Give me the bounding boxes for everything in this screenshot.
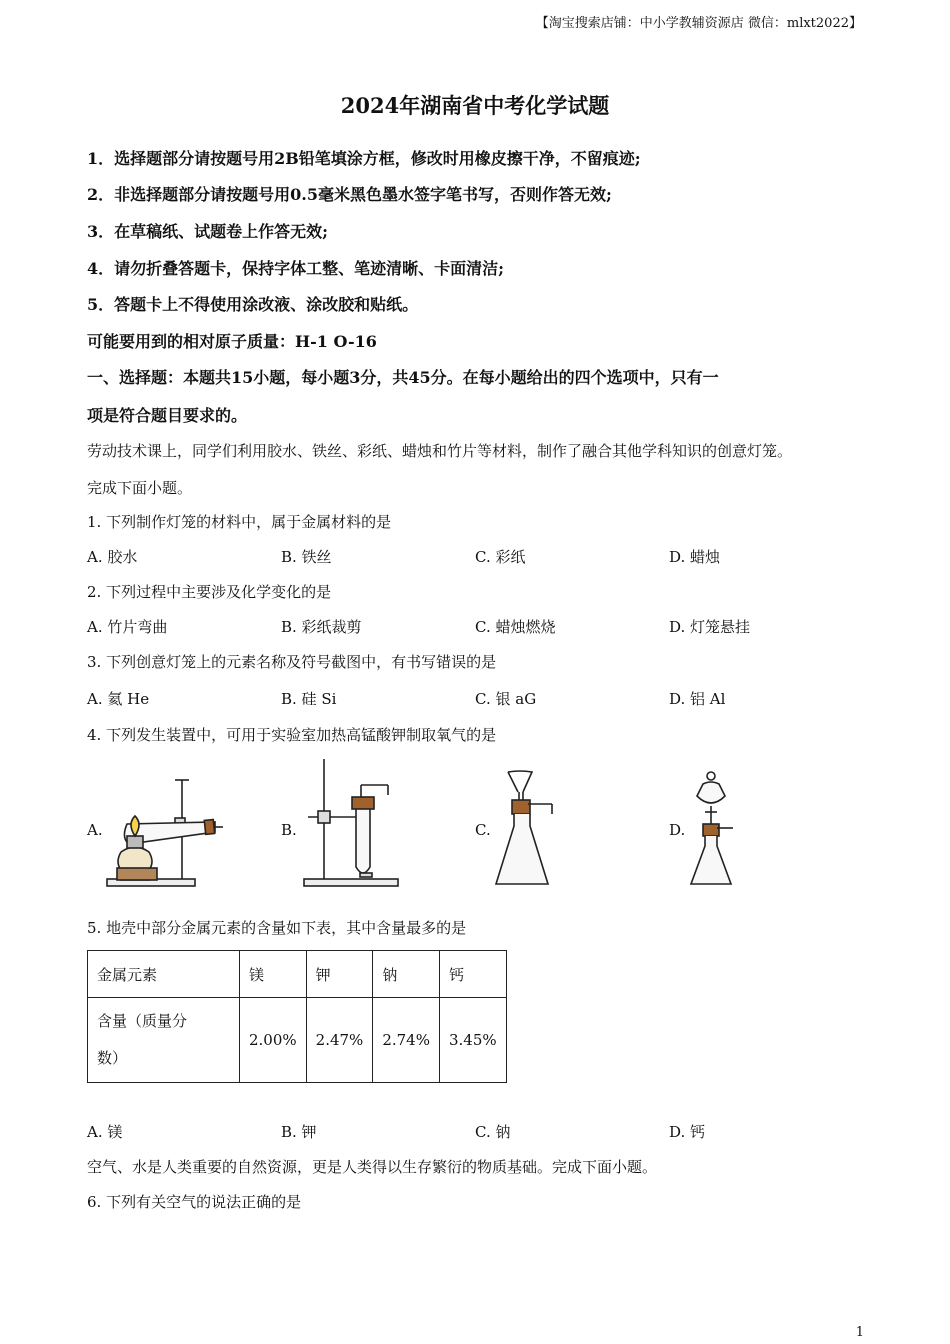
table-header-row — [88, 951, 507, 998]
q4-option-d: D. — [669, 821, 686, 839]
question-4-stem: 4. 下列发生装置中，可用于实验室加热高锰酸钾制取氧气的是 — [87, 726, 497, 744]
table-cell: 2.47% — [306, 998, 373, 1083]
q3-option-b: B. 硅 Si — [281, 690, 337, 708]
apparatus-b-test-tube-stand — [300, 755, 405, 890]
q5-option-d: D. 钙 — [669, 1123, 706, 1141]
instruction-1: 1．选择题部分请按题号用2B铅笔填涂方框，修改时用橡皮擦干净，不留痕迹; — [87, 149, 641, 168]
q3-option-a: A. 氦 He — [87, 690, 150, 708]
q5-option-a: A. 镁 — [87, 1123, 123, 1141]
table-cell: 3.45% — [439, 998, 506, 1083]
question-1-stem: 1. 下列制作灯笼的材料中，属于金属材料的是 — [87, 513, 392, 531]
q4-option-b: B. — [281, 821, 297, 839]
instruction-5: 5．答题卡上不得使用涂改液、涂改胶和贴纸。 — [87, 295, 419, 314]
q5-option-c: C. 钠 — [475, 1123, 511, 1141]
table-cell: 2.74% — [373, 998, 440, 1083]
q2-option-d: D. 灯笼悬挂 — [669, 618, 751, 636]
q1-option-d: D. 蜡烛 — [669, 548, 721, 566]
page-title: 2024年湖南省中考化学试题 — [340, 93, 610, 118]
instruction-4: 4．请勿折叠答题卡，保持字体工整、笔迹清晰、卡面清洁; — [87, 259, 505, 278]
q1-option-c: C. 彩纸 — [475, 548, 526, 566]
q5-option-b: B. 钾 — [281, 1123, 317, 1141]
page-number: 1 — [855, 1325, 864, 1340]
question-5-stem: 5. 地壳中部分金属元素的含量如下表，其中含量最多的是 — [87, 919, 467, 937]
table-header-cell: 钠 — [373, 951, 440, 998]
table-header-cell: 镁 — [240, 951, 307, 998]
table-header-cell: 钙 — [439, 951, 506, 998]
apparatus-d-separatory-funnel-flask — [685, 770, 745, 890]
question-3-stem: 3. 下列创意灯笼上的元素名称及符号截图中，有书写错误的是 — [87, 653, 497, 671]
intro-paragraph-line-1: 劳动技术课上，同学们利用胶水、铁丝、彩纸、蜡烛和竹片等材料，制作了融合其他学科知识的创意灯笼。 — [87, 442, 793, 460]
q2-option-a: A. 竹片弯曲 — [87, 618, 168, 636]
table-row-label — [88, 998, 240, 1083]
metal-content-table — [87, 950, 507, 1083]
intro-paragraph-line-2: 完成下面小题。 — [87, 479, 193, 497]
q4-option-a: A. — [87, 821, 103, 839]
row-label-line-2: 数） — [97, 1049, 128, 1067]
q3-option-d: D. 铝 Al — [669, 690, 726, 708]
q2-option-c: C. 蜡烛燃烧 — [475, 618, 556, 636]
q3-option-c: C. 银 aG — [475, 690, 537, 708]
intro-paragraph-2: 空气、水是人类重要的自然资源，更是人类得以生存繁衍的物质基础。完成下面小题。 — [87, 1158, 658, 1176]
apparatus-a-test-tube-heating — [105, 772, 230, 892]
q4-option-c: C. — [475, 821, 491, 839]
table-row — [88, 998, 507, 1083]
row-label-line-1: 含量（质量分 — [97, 1012, 188, 1030]
instruction-3: 3．在草稿纸、试题卷上作答无效; — [87, 222, 329, 241]
section-heading-line-1: 一、选择题：本题共15小题，每小题3分，共45分。在每小题给出的四个选项中，只有一 — [87, 368, 719, 387]
atomic-mass-note: 可能要用到的相对原子质量：H-1 O-16 — [87, 332, 377, 351]
q1-option-a: A. 胶水 — [87, 548, 138, 566]
instruction-2: 2．非选择题部分请按题号用0.5毫米黑色墨水签字笔书写，否则作答无效; — [87, 185, 612, 204]
q1-option-b: B. 铁丝 — [281, 548, 332, 566]
question-6-stem: 6. 下列有关空气的说法正确的是 — [87, 1193, 302, 1211]
table-header-cell: 钾 — [306, 951, 373, 998]
q2-option-b: B. 彩纸裁剪 — [281, 618, 362, 636]
apparatus-c-conical-flask-funnel — [490, 770, 565, 890]
table-header-cell: 金属元素 — [88, 951, 240, 998]
header-note: 【淘宝搜索店铺：中小学教辅资源店 微信：mlxt2022】 — [535, 16, 862, 31]
table-cell: 2.00% — [240, 998, 307, 1083]
section-heading-line-2: 项是符合题目要求的。 — [87, 406, 248, 425]
question-2-stem: 2. 下列过程中主要涉及化学变化的是 — [87, 583, 332, 601]
